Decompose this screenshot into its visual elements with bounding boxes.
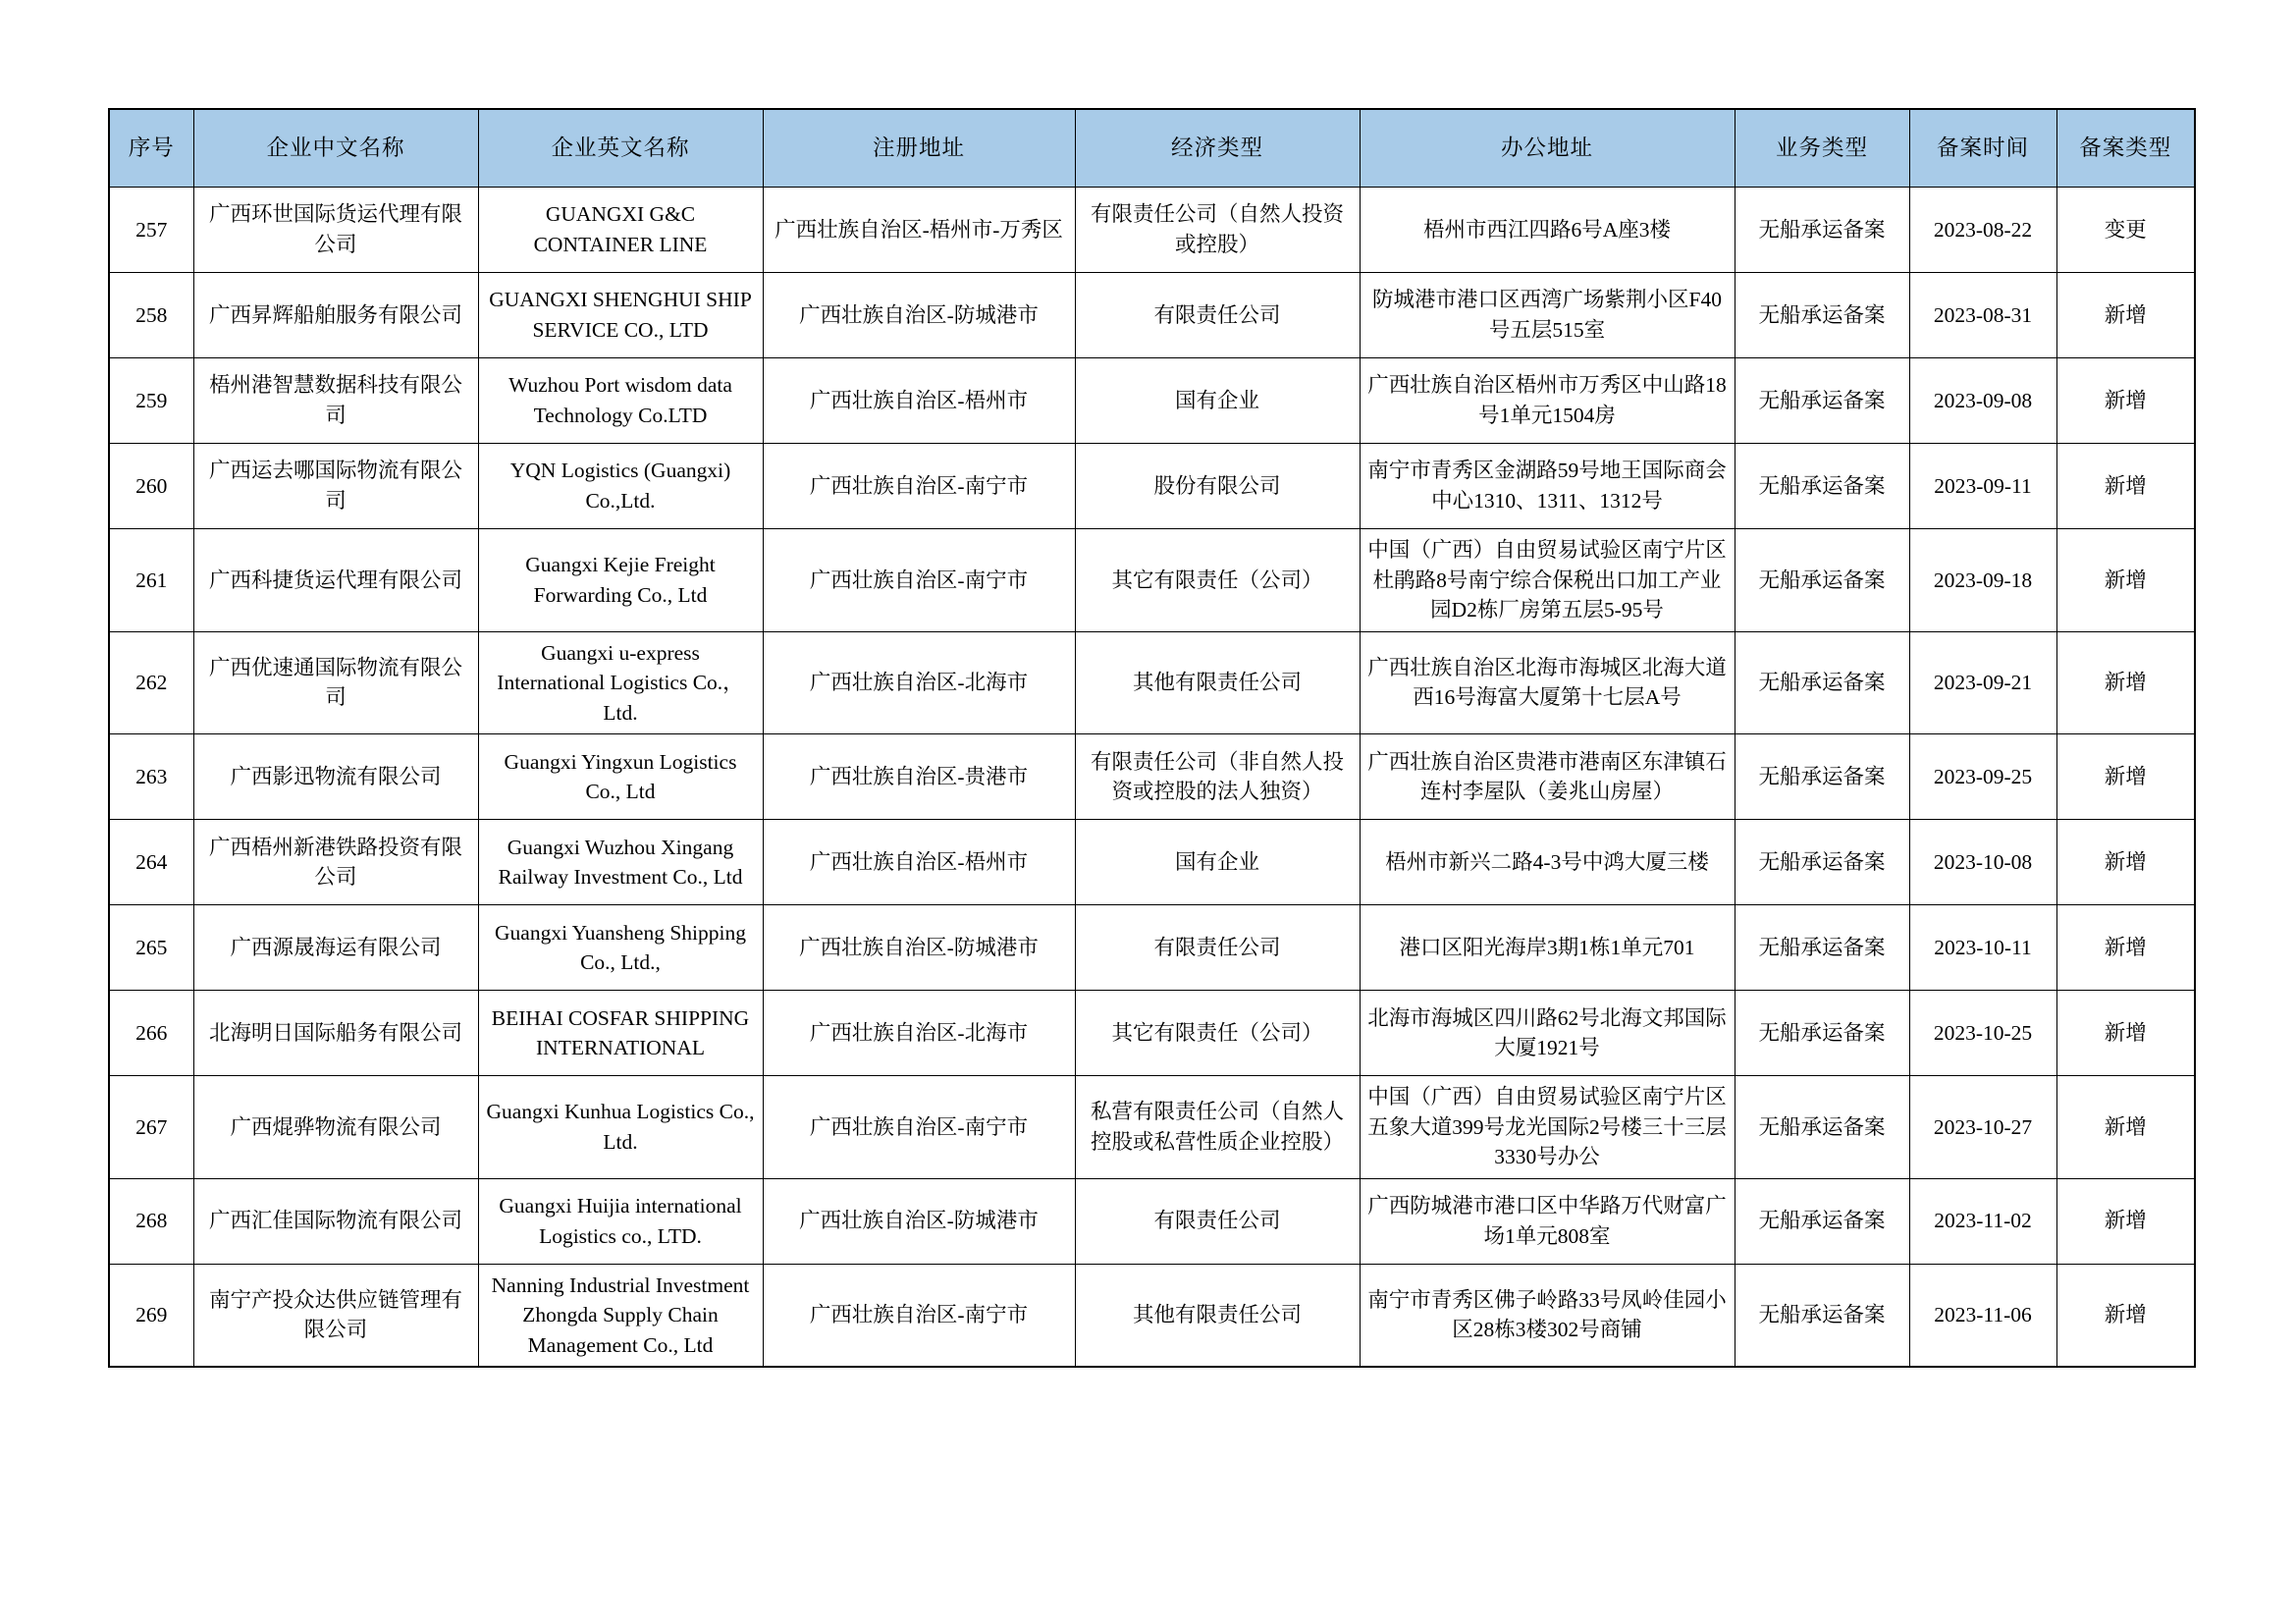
cell-name-cn: 梧州港智慧数据科技有限公司 <box>193 358 478 444</box>
cell-name-en: Guangxi Wuzhou Xingang Railway Investment Co., Ltd <box>478 820 763 905</box>
cell-economic-type: 国有企业 <box>1075 820 1360 905</box>
cell-name-cn: 南宁产投众达供应链管理有限公司 <box>193 1264 478 1367</box>
cell-record-date: 2023-08-31 <box>1909 273 2056 358</box>
cell-record-type: 新增 <box>2056 820 2195 905</box>
cell-record-type: 新增 <box>2056 991 2195 1076</box>
cell-business-type: 无船承运备案 <box>1735 631 1909 734</box>
cell-economic-type: 私营有限责任公司（自然人控股或私营性质企业控股） <box>1075 1076 1360 1179</box>
cell-economic-type: 其它有限责任（公司） <box>1075 529 1360 632</box>
cell-record-type: 新增 <box>2056 1076 2195 1179</box>
cell-record-date: 2023-09-11 <box>1909 444 2056 529</box>
table-row <box>109 991 2195 1076</box>
cell-business-type: 无船承运备案 <box>1735 1264 1909 1367</box>
cell-office-address: 南宁市青秀区金湖路59号地王国际商会中心1310、1311、1312号 <box>1360 444 1735 529</box>
cell-business-type: 无船承运备案 <box>1735 444 1909 529</box>
table-row <box>109 631 2195 734</box>
cell-economic-type: 国有企业 <box>1075 358 1360 444</box>
cell-record-type: 新增 <box>2056 631 2195 734</box>
cell-name-en: BEIHAI COSFAR SHIPPING INTERNATIONAL <box>478 991 763 1076</box>
cell-office-address: 防城港市港口区西湾广场紫荆小区F40号五层515室 <box>1360 273 1735 358</box>
cell-economic-type: 有限责任公司（自然人投资或控股） <box>1075 188 1360 273</box>
cell-name-en: Nanning Industrial Investment Zhongda Supply Chain Management Co., Ltd <box>478 1264 763 1367</box>
cell-name-en: Wuzhou Port wisdom data Technology Co.LTD <box>478 358 763 444</box>
table-row <box>109 358 2195 444</box>
cell-business-type: 无船承运备案 <box>1735 1178 1909 1264</box>
cell-index: 266 <box>109 991 193 1076</box>
cell-record-date: 2023-10-25 <box>1909 991 2056 1076</box>
cell-name-cn: 广西科捷货运代理有限公司 <box>193 529 478 632</box>
column-header-name-en: 企业英文名称 <box>478 109 763 188</box>
cell-record-type: 新增 <box>2056 273 2195 358</box>
cell-record-date: 2023-09-25 <box>1909 734 2056 820</box>
cell-business-type: 无船承运备案 <box>1735 529 1909 632</box>
cell-name-cn: 广西昇辉船舶服务有限公司 <box>193 273 478 358</box>
table-row <box>109 444 2195 529</box>
cell-name-en: Guangxi Kunhua Logistics Co., Ltd. <box>478 1076 763 1179</box>
cell-index: 267 <box>109 1076 193 1179</box>
cell-record-type: 新增 <box>2056 529 2195 632</box>
cell-name-en: GUANGXI SHENGHUI SHIP SERVICE CO., LTD <box>478 273 763 358</box>
column-header-economic-type: 经济类型 <box>1075 109 1360 188</box>
cell-reg-address: 广西壮族自治区-梧州市-万秀区 <box>763 188 1075 273</box>
table-row <box>109 905 2195 991</box>
cell-index: 260 <box>109 444 193 529</box>
cell-reg-address: 广西壮族自治区-防城港市 <box>763 905 1075 991</box>
column-header-index: 序号 <box>109 109 193 188</box>
cell-name-cn: 广西环世国际货运代理有限公司 <box>193 188 478 273</box>
cell-record-type: 新增 <box>2056 905 2195 991</box>
cell-office-address: 广西壮族自治区梧州市万秀区中山路18号1单元1504房 <box>1360 358 1735 444</box>
cell-reg-address: 广西壮族自治区-北海市 <box>763 631 1075 734</box>
column-header-record-date: 备案时间 <box>1909 109 2056 188</box>
cell-record-type: 变更 <box>2056 188 2195 273</box>
cell-reg-address: 广西壮族自治区-南宁市 <box>763 1076 1075 1179</box>
cell-office-address: 梧州市西江四路6号A座3楼 <box>1360 188 1735 273</box>
cell-office-address: 中国（广西）自由贸易试验区南宁片区五象大道399号龙光国际2号楼三十三层3330号办公 <box>1360 1076 1735 1179</box>
cell-office-address: 广西防城港市港口区中华路万代财富广场1单元808室 <box>1360 1178 1735 1264</box>
cell-business-type: 无船承运备案 <box>1735 1076 1909 1179</box>
column-header-reg-address: 注册地址 <box>763 109 1075 188</box>
cell-business-type: 无船承运备案 <box>1735 188 1909 273</box>
cell-office-address: 港口区阳光海岸3期1栋1单元701 <box>1360 905 1735 991</box>
cell-economic-type: 有限责任公司 <box>1075 273 1360 358</box>
nvocc-registration-table <box>108 108 2196 1368</box>
cell-office-address: 梧州市新兴二路4-3号中鸿大厦三楼 <box>1360 820 1735 905</box>
cell-record-date: 2023-09-21 <box>1909 631 2056 734</box>
cell-index: 262 <box>109 631 193 734</box>
table-row <box>109 273 2195 358</box>
cell-business-type: 无船承运备案 <box>1735 273 1909 358</box>
cell-office-address: 广西壮族自治区北海市海城区北海大道西16号海富大厦第十七层A号 <box>1360 631 1735 734</box>
table-row <box>109 734 2195 820</box>
cell-name-en: Guangxi Kejie Freight Forwarding Co., Ltd <box>478 529 763 632</box>
table-row <box>109 1178 2195 1264</box>
cell-reg-address: 广西壮族自治区-梧州市 <box>763 820 1075 905</box>
cell-record-type: 新增 <box>2056 444 2195 529</box>
table-header-row <box>109 109 2195 188</box>
cell-name-cn: 广西运去哪国际物流有限公司 <box>193 444 478 529</box>
cell-index: 263 <box>109 734 193 820</box>
cell-business-type: 无船承运备案 <box>1735 734 1909 820</box>
cell-name-cn: 广西影迅物流有限公司 <box>193 734 478 820</box>
column-header-record-type: 备案类型 <box>2056 109 2195 188</box>
table-row <box>109 1264 2195 1367</box>
cell-record-type: 新增 <box>2056 1264 2195 1367</box>
cell-reg-address: 广西壮族自治区-南宁市 <box>763 1264 1075 1367</box>
cell-office-address: 北海市海城区四川路62号北海文邦国际大厦1921号 <box>1360 991 1735 1076</box>
column-header-business-type: 业务类型 <box>1735 109 1909 188</box>
column-header-office-address: 办公地址 <box>1360 109 1735 188</box>
cell-name-en: Guangxi Yuansheng Shipping Co., Ltd., <box>478 905 763 991</box>
cell-reg-address: 广西壮族自治区-防城港市 <box>763 273 1075 358</box>
cell-economic-type: 有限责任公司（非自然人投资或控股的法人独资） <box>1075 734 1360 820</box>
cell-business-type: 无船承运备案 <box>1735 991 1909 1076</box>
cell-reg-address: 广西壮族自治区-贵港市 <box>763 734 1075 820</box>
cell-record-date: 2023-08-22 <box>1909 188 2056 273</box>
cell-index: 257 <box>109 188 193 273</box>
cell-reg-address: 广西壮族自治区-北海市 <box>763 991 1075 1076</box>
table-row <box>109 1076 2195 1179</box>
cell-record-type: 新增 <box>2056 1178 2195 1264</box>
table-row <box>109 820 2195 905</box>
cell-economic-type: 其它有限责任（公司） <box>1075 991 1360 1076</box>
cell-business-type: 无船承运备案 <box>1735 905 1909 991</box>
cell-name-en: YQN Logistics (Guangxi) Co.,Ltd. <box>478 444 763 529</box>
cell-record-date: 2023-11-06 <box>1909 1264 2056 1367</box>
cell-name-cn: 广西优速通国际物流有限公司 <box>193 631 478 734</box>
cell-index: 261 <box>109 529 193 632</box>
cell-name-en: GUANGXI G&C CONTAINER LINE <box>478 188 763 273</box>
cell-name-en: Guangxi Huijia international Logistics co., LTD. <box>478 1178 763 1264</box>
cell-record-date: 2023-09-08 <box>1909 358 2056 444</box>
cell-economic-type: 其他有限责任公司 <box>1075 631 1360 734</box>
cell-record-date: 2023-10-08 <box>1909 820 2056 905</box>
cell-name-cn: 广西焜骅物流有限公司 <box>193 1076 478 1179</box>
cell-index: 269 <box>109 1264 193 1367</box>
cell-record-type: 新增 <box>2056 358 2195 444</box>
cell-index: 268 <box>109 1178 193 1264</box>
cell-reg-address: 广西壮族自治区-南宁市 <box>763 444 1075 529</box>
cell-name-cn: 广西梧州新港铁路投资有限公司 <box>193 820 478 905</box>
table-row <box>109 188 2195 273</box>
cell-reg-address: 广西壮族自治区-防城港市 <box>763 1178 1075 1264</box>
cell-name-cn: 广西源晟海运有限公司 <box>193 905 478 991</box>
cell-index: 265 <box>109 905 193 991</box>
cell-record-date: 2023-11-02 <box>1909 1178 2056 1264</box>
cell-economic-type: 其他有限责任公司 <box>1075 1264 1360 1367</box>
column-header-name-cn: 企业中文名称 <box>193 109 478 188</box>
cell-reg-address: 广西壮族自治区-梧州市 <box>763 358 1075 444</box>
cell-record-date: 2023-09-18 <box>1909 529 2056 632</box>
cell-index: 258 <box>109 273 193 358</box>
cell-reg-address: 广西壮族自治区-南宁市 <box>763 529 1075 632</box>
cell-economic-type: 股份有限公司 <box>1075 444 1360 529</box>
cell-name-en: Guangxi Yingxun Logistics Co., Ltd <box>478 734 763 820</box>
cell-name-cn: 北海明日国际船务有限公司 <box>193 991 478 1076</box>
cell-index: 259 <box>109 358 193 444</box>
cell-record-date: 2023-10-11 <box>1909 905 2056 991</box>
cell-office-address: 南宁市青秀区佛子岭路33号凤岭佳园小区28栋3楼302号商铺 <box>1360 1264 1735 1367</box>
cell-economic-type: 有限责任公司 <box>1075 905 1360 991</box>
cell-business-type: 无船承运备案 <box>1735 358 1909 444</box>
cell-record-date: 2023-10-27 <box>1909 1076 2056 1179</box>
cell-office-address: 广西壮族自治区贵港市港南区东津镇石连村李屋队（姜兆山房屋） <box>1360 734 1735 820</box>
table-row <box>109 529 2195 632</box>
cell-office-address: 中国（广西）自由贸易试验区南宁片区杜鹃路8号南宁综合保税出口加工产业园D2栋厂房第五层5-95号 <box>1360 529 1735 632</box>
cell-name-cn: 广西汇佳国际物流有限公司 <box>193 1178 478 1264</box>
cell-business-type: 无船承运备案 <box>1735 820 1909 905</box>
cell-economic-type: 有限责任公司 <box>1075 1178 1360 1264</box>
cell-record-type: 新增 <box>2056 734 2195 820</box>
cell-index: 264 <box>109 820 193 905</box>
cell-name-en: Guangxi u-express International Logistics Co.，Ltd. <box>478 631 763 734</box>
